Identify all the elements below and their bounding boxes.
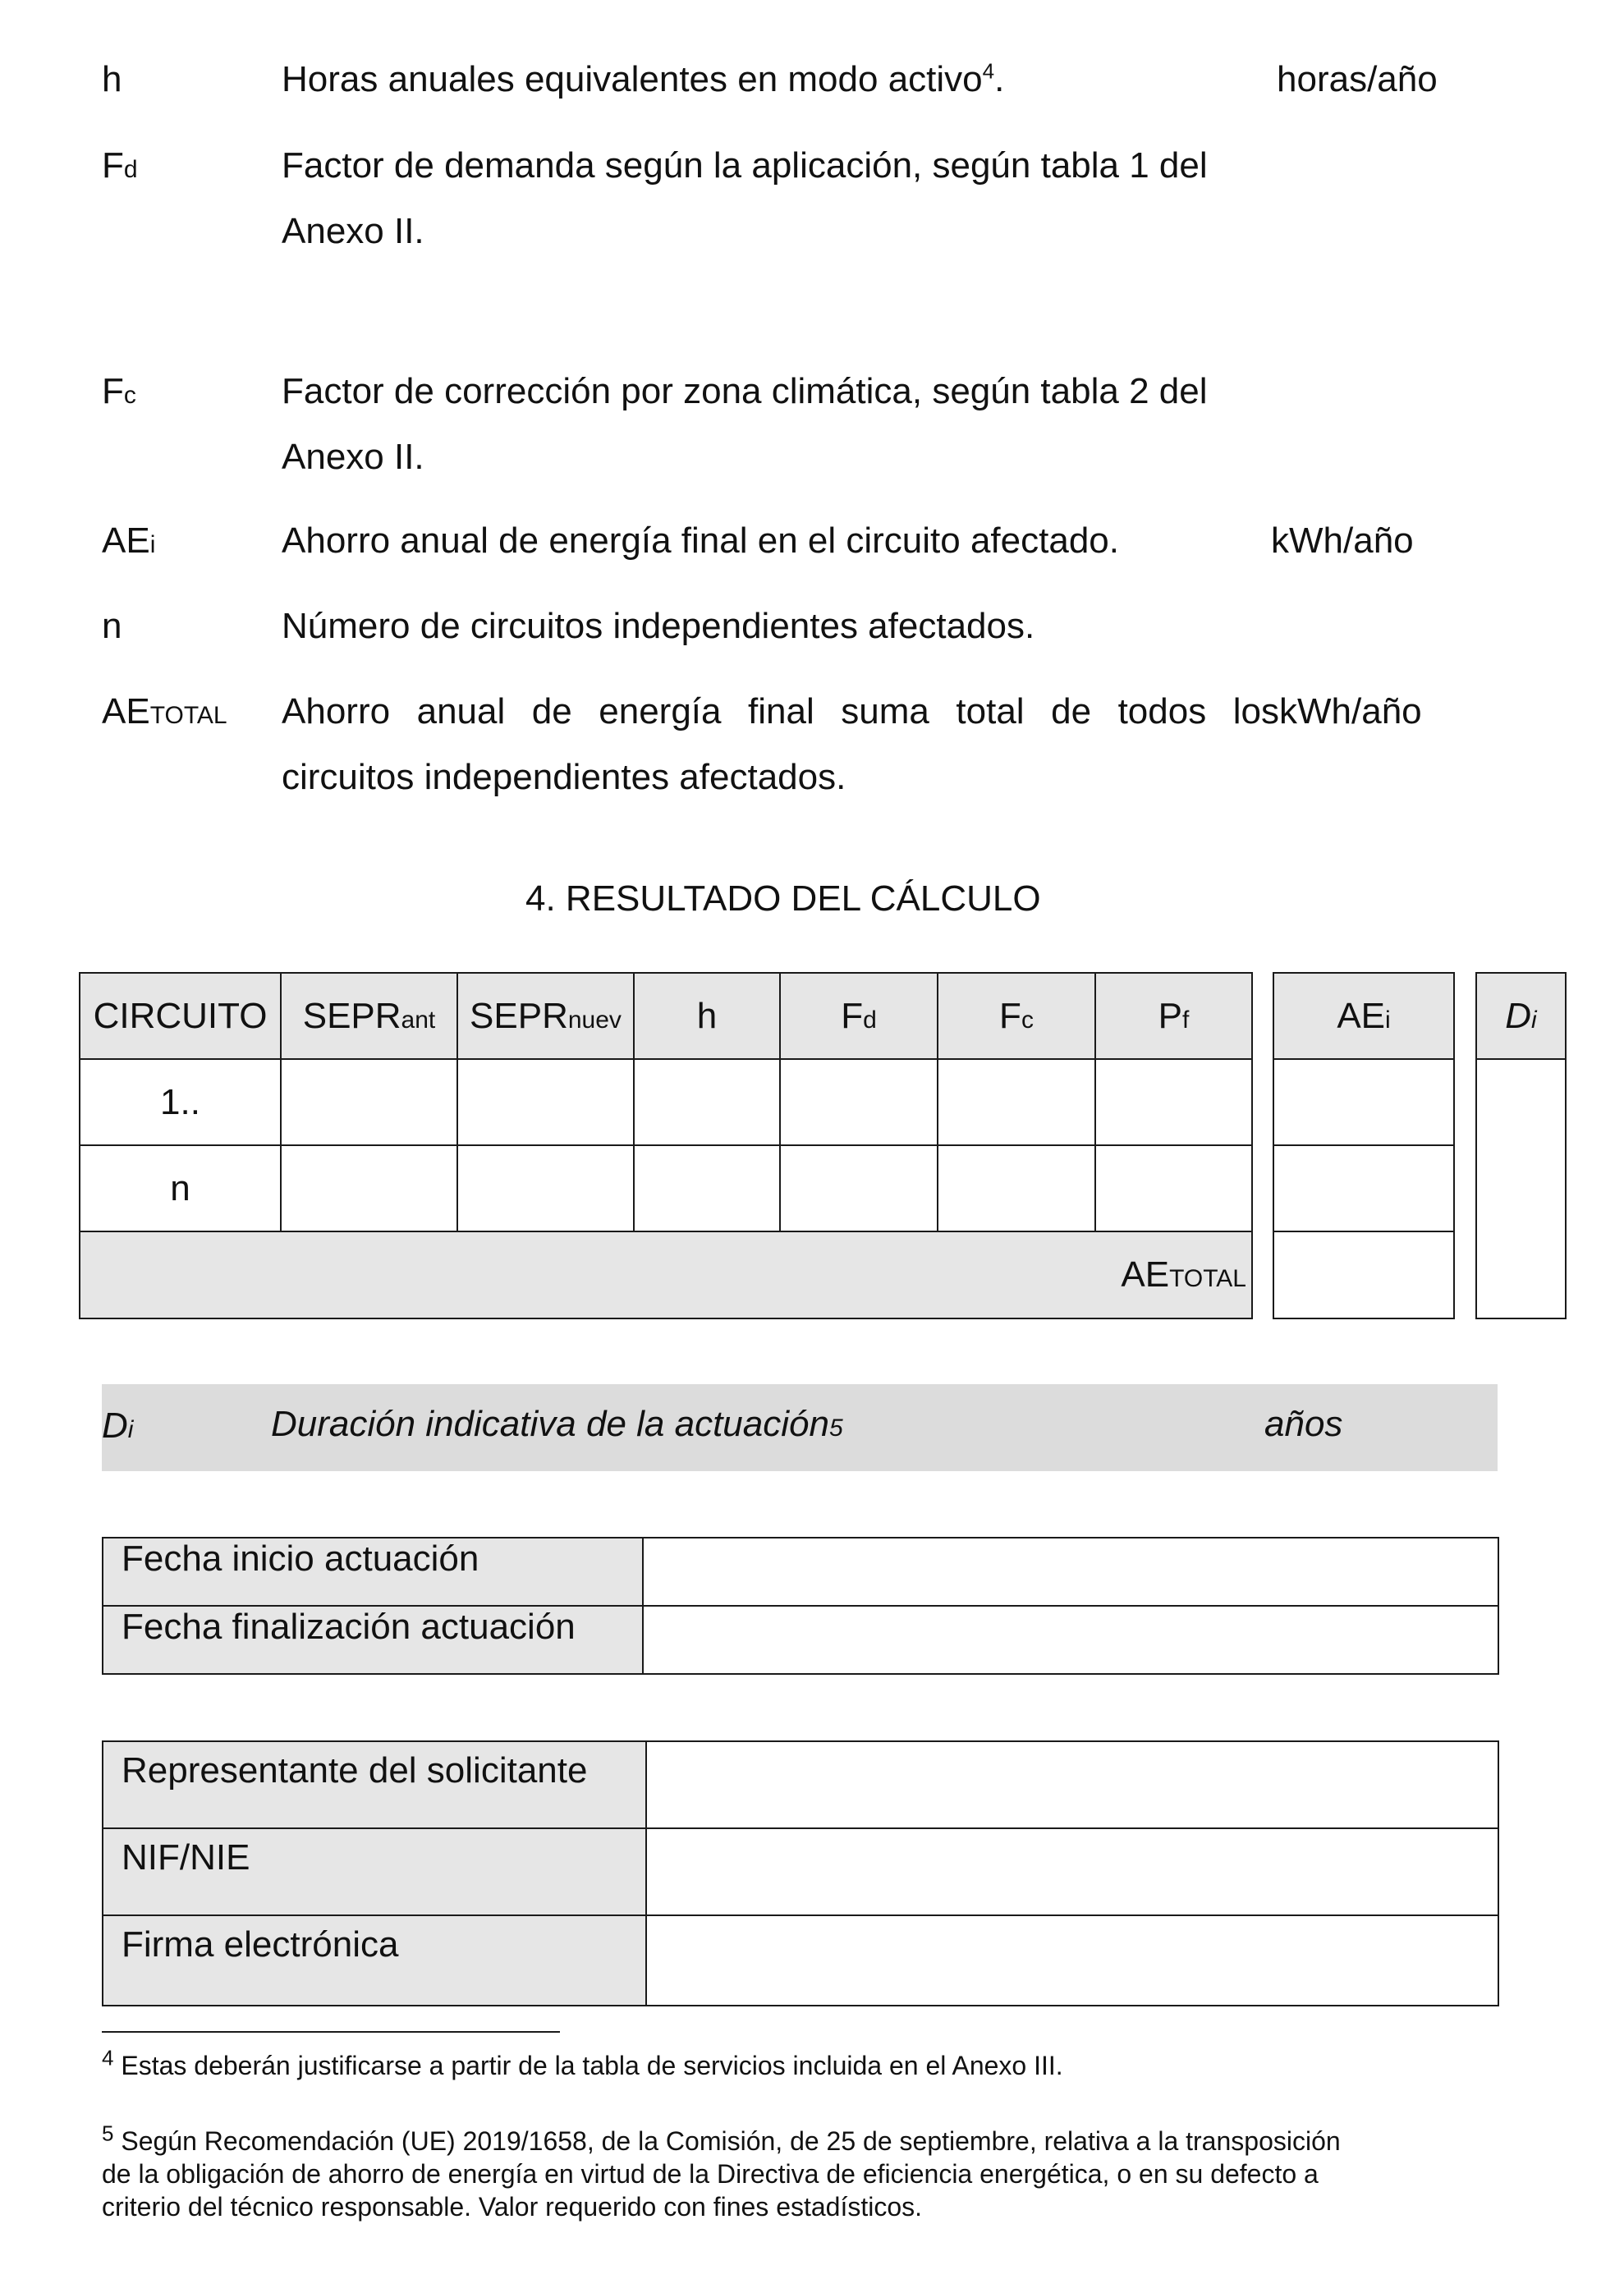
table-row	[80, 1059, 1252, 1145]
definition-text: Horas anuales equivalentes en modo activo$^4$.	[282, 58, 1005, 99]
symbol-aetotal: AETOTAL	[102, 691, 227, 731]
representative-label: Representante del solicitante	[103, 1741, 646, 1828]
header-pf: Pf	[1095, 973, 1252, 1059]
date-start-input[interactable]	[643, 1538, 1498, 1606]
signature-table	[102, 1740, 1499, 2006]
duration-bar	[102, 1384, 1498, 1471]
definition-text-line1: Factor de demanda según la aplicación, según tabla 1 del	[282, 145, 1208, 186]
row-label: n	[80, 1145, 281, 1231]
table-row	[80, 1145, 1252, 1231]
date-end-label: Fecha finalización actuación	[103, 1606, 643, 1674]
total-label: AETOTAL	[80, 1231, 1252, 1318]
header-circuito: CIRCUITO	[80, 973, 281, 1059]
nif-label: NIF/NIE	[103, 1828, 646, 1915]
unit-label: kWh/año	[1279, 691, 1422, 731]
footnote-5: $^5$ Según Recomendación (UE) 2019/1658, de la Comisión, de 25 de septiembre, relativa a la transposición de la obligación de ahorro de energía en virtud de la Directiva de eficiencia energética, o en su defecto a criterio del técnico responsable. Valor requerido con fines estadísticos.	[102, 2121, 1341, 2222]
definition-text-line2: Anexo II.	[282, 211, 424, 251]
signature-label: Firma electrónica	[103, 1915, 646, 2006]
table-cell[interactable]	[938, 1059, 1095, 1145]
table-cell[interactable]	[634, 1145, 780, 1231]
definition-text-line2: Anexo II.	[282, 437, 424, 477]
header-sepr-ant: SEPRant	[281, 973, 457, 1059]
definition-text-line1: Ahorro anual de energía final suma total de todos los	[282, 691, 1279, 731]
symbol-h: h	[102, 59, 122, 99]
symbol-n: n	[102, 606, 122, 646]
nif-input[interactable]	[646, 1828, 1498, 1915]
table-cell[interactable]	[457, 1145, 634, 1231]
table-cell[interactable]	[457, 1059, 634, 1145]
date-start-label: Fecha inicio actuación	[103, 1538, 643, 1606]
header-di: Di	[1476, 973, 1566, 1059]
unit-label: kWh/año	[1271, 520, 1414, 561]
definition-text: Ahorro anual de energía final en el circuito afectado.	[282, 520, 1119, 561]
header-aei: AEi	[1273, 973, 1454, 1059]
symbol-fd: Fd	[102, 145, 138, 186]
definition-text-line1: Factor de corrección por zona climática, según tabla 2 del	[282, 371, 1208, 411]
header-fc: Fc	[938, 973, 1095, 1059]
header-h: h	[634, 973, 780, 1059]
symbol-aei: AEi	[102, 520, 156, 561]
table-cell[interactable]	[281, 1145, 457, 1231]
definition-text-line2: circuitos independientes afectados.	[282, 757, 846, 797]
footnote-separator	[102, 2031, 560, 2033]
di-table	[1475, 972, 1567, 1319]
section-title: 4. RESULTADO DEL CÁLCULO	[525, 878, 1041, 919]
duration-symbol: Di	[102, 1405, 134, 1446]
table-cell[interactable]	[780, 1059, 938, 1145]
symbol-fc: Fc	[102, 371, 136, 411]
aetotal-cell[interactable]	[1273, 1231, 1454, 1318]
duration-unit: años	[1264, 1404, 1343, 1444]
dates-table	[102, 1537, 1499, 1675]
header-sepr-nuev: SEPRnuev	[457, 973, 634, 1059]
di-cell[interactable]	[1476, 1059, 1566, 1318]
aei-cell[interactable]	[1273, 1059, 1454, 1145]
definition-text: Número de circuitos independientes afectados.	[282, 606, 1035, 646]
row-label: 1..	[80, 1059, 281, 1145]
table-cell[interactable]	[1095, 1145, 1252, 1231]
table-cell[interactable]	[780, 1145, 938, 1231]
date-end-input[interactable]	[643, 1606, 1498, 1674]
table-cell[interactable]	[634, 1059, 780, 1145]
table-cell[interactable]	[281, 1059, 457, 1145]
unit-label: horas/año	[1277, 59, 1438, 99]
duration-desc: Duración indicativa de la actuación5	[271, 1404, 843, 1444]
representative-input[interactable]	[646, 1741, 1498, 1828]
table-cell[interactable]	[938, 1145, 1095, 1231]
result-table	[79, 972, 1253, 1319]
signature-input[interactable]	[646, 1915, 1498, 2006]
footnote-4: $^4$ Estas deberán justificarse a partir de la tabla de servicios incluida en el Anexo III.	[102, 2045, 1063, 2080]
header-fd: Fd	[780, 973, 938, 1059]
table-cell[interactable]	[1095, 1059, 1252, 1145]
aei-table	[1273, 972, 1455, 1319]
aei-cell[interactable]	[1273, 1145, 1454, 1231]
